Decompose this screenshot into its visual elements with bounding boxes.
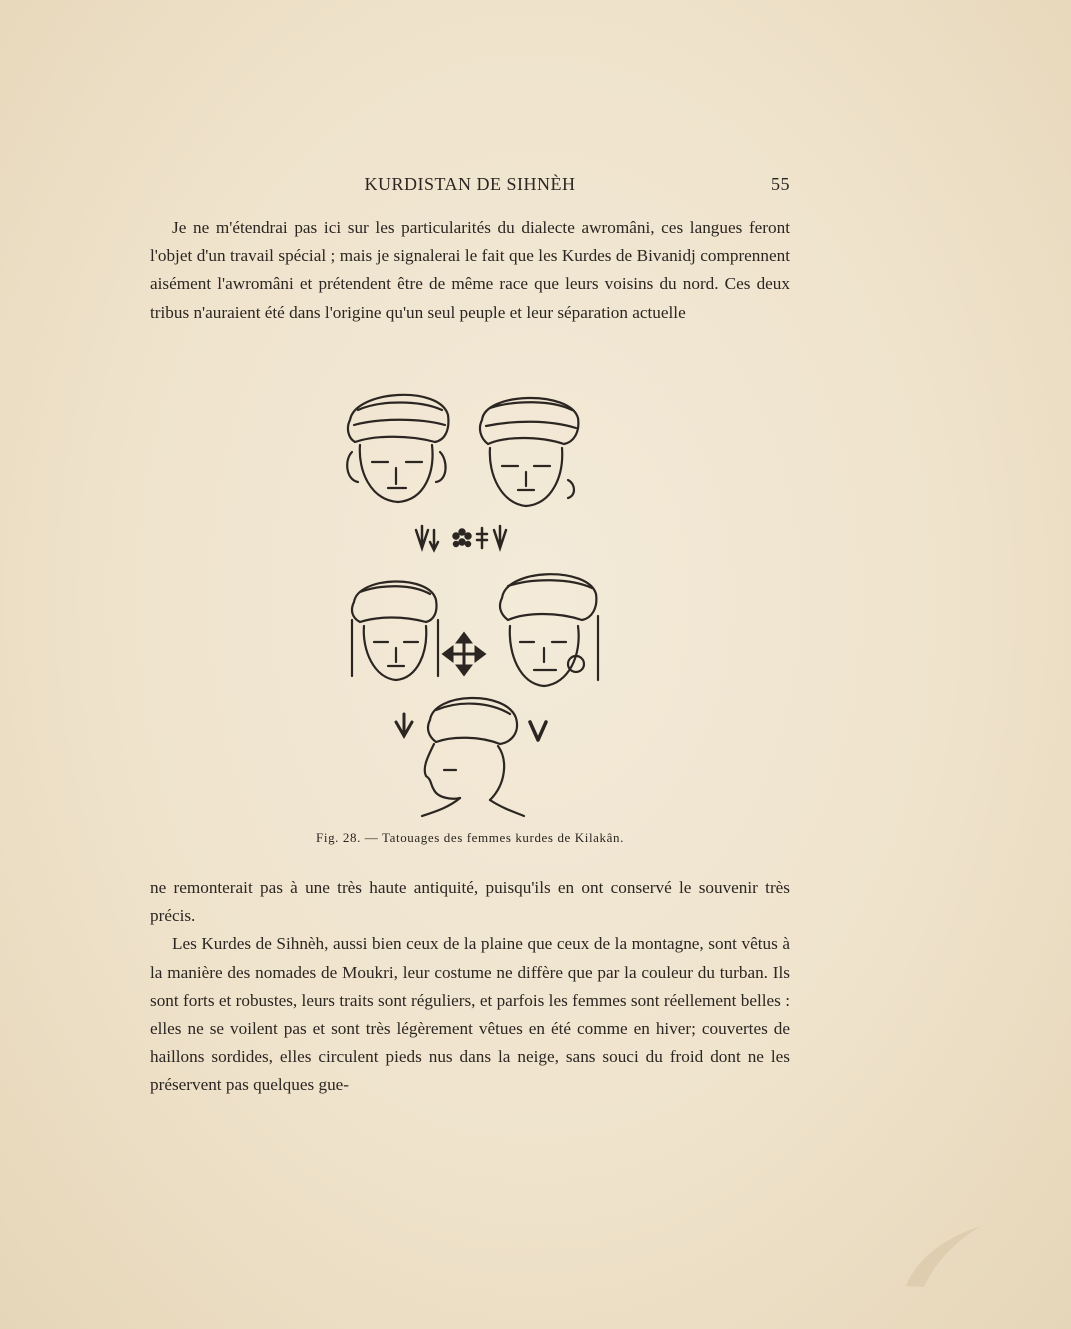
paragraph: Les Kurdes de Sihnèh, aussi bien ceux de la plaine que ceux de la montagne, sont vêtus à la manière des nomades de Moukri, leur costume ne diffère que par la couleur du turban. Ils sont forts et robustes, leurs traits sont réguliers, et parfois les femmes sont réellement belles : elles ne se voilent pas et sont très légèrement vêtues en été comme en hiver; couvertes de haillons sordides, elles circulent pieds nus dans la neige, sans souci du froid dont ne les préservent pas quelques gue- [150,934,790,1095]
paragraph: ne remonterait pas à une très haute antiquité, puisqu'ils en ont conservé le souvenir très précis. [150,878,790,926]
arrow-symbol [396,714,412,736]
text-block-top [150,214,790,327]
cross-symbol [444,634,484,674]
tattoo-illustration [330,380,620,825]
tattoo-symbols-row [416,526,506,550]
page-corner-shadow [896,1221,986,1291]
face-middle-right [500,574,598,686]
paragraph: Je ne m'étendrai pas ici sur les particularités du dialecte awromâni, ces langues feront l'objet d'un travail spécial ; mais je signalerai le fait que les Kurdes de Bivanidj comprennent aisément l'awromâni et prétendent être de même race que leurs voisins du nord. Ces deux tribus n'auraient été dans l'origine qu'un seul peuple et leur séparation actuelle [150,218,790,322]
page-number: 55 [771,174,790,194]
face-middle-left [352,581,438,680]
figure-caption: Fig. 28. — Tatouages des femmes kurdes de Kilakân. [316,830,624,845]
face-bottom-profile [422,698,524,816]
text-block-bottom [150,874,790,1100]
running-head [150,174,790,200]
tattoo-figure [330,380,620,825]
face-top-left [347,395,448,502]
running-title: KURDISTAN DE SIHNÈH [364,174,576,194]
v-symbol [530,722,546,740]
face-top-right [480,398,578,506]
